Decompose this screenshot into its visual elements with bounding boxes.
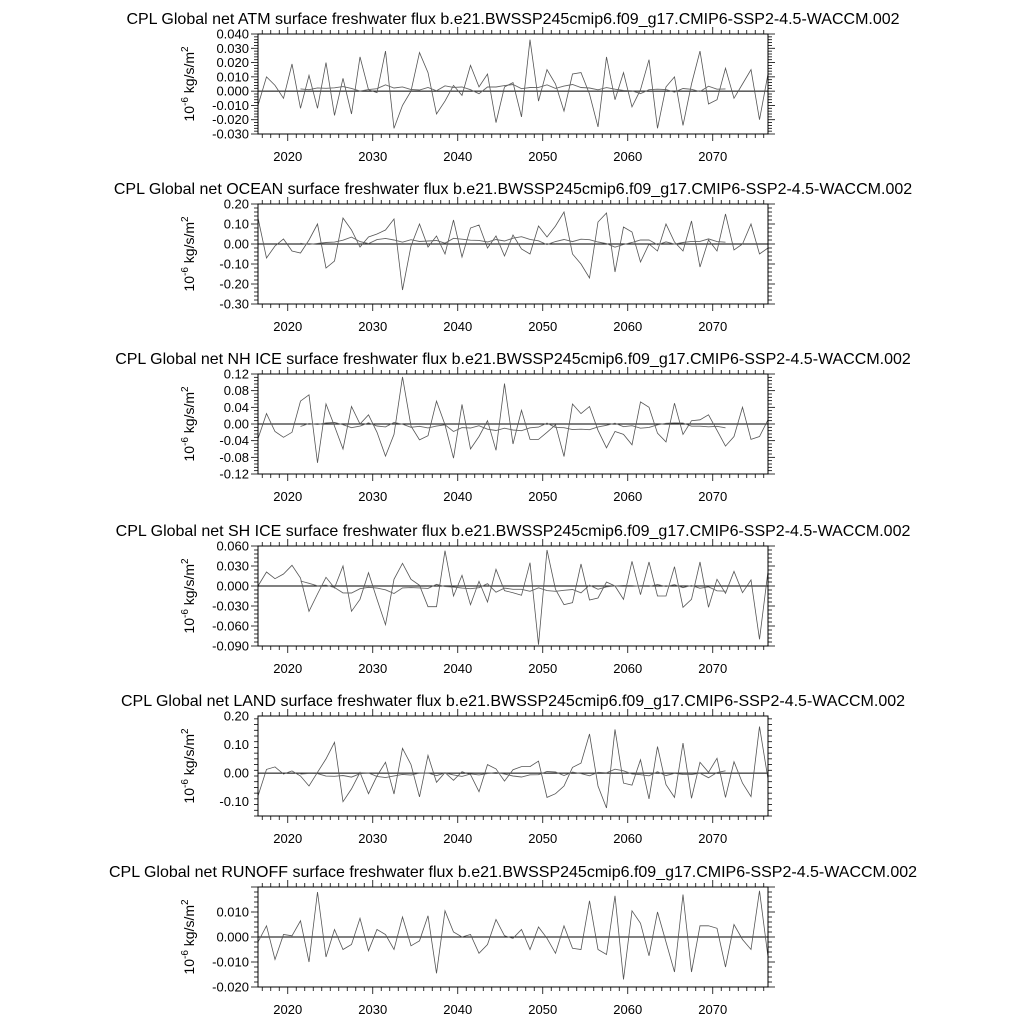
y-label-base: 10 [181, 618, 197, 634]
x-tick-label: 2050 [528, 1002, 558, 1017]
x-tick-label: 2040 [443, 661, 473, 676]
y-tick-label: 0.04 [223, 399, 249, 415]
x-tick-label: 2050 [528, 661, 558, 676]
x-tick-label: 2040 [443, 489, 473, 504]
y-label-unit-exponent: 2 [180, 46, 191, 52]
y-tick-label: 0.10 [223, 737, 249, 753]
y-tick-label: 0.00 [223, 416, 249, 432]
x-tick-label: 2070 [698, 149, 728, 164]
x-tick-label: 2020 [273, 149, 303, 164]
x-tick-label: 2020 [273, 831, 303, 846]
annual-series-line [258, 377, 768, 463]
y-label-base: 10 [181, 106, 197, 122]
annual-series-line [258, 727, 768, 808]
x-tick-label: 2040 [443, 831, 473, 846]
x-tick-label: 2060 [613, 489, 643, 504]
y-tick-label: 0.20 [223, 196, 249, 212]
y-label-base: 10 [181, 276, 197, 292]
y-label-unit: kg/s/m [181, 391, 197, 438]
x-tick-label: 2070 [698, 489, 728, 504]
chart-panel [115, 351, 911, 504]
x-tick-label: 2070 [698, 319, 728, 334]
y-tick-label: 0.00 [223, 765, 249, 781]
y-tick-label: 0.020 [216, 55, 249, 71]
panel-title: CPL Global net RUNOFF surface freshwater flux b.e21.BWSSP245cmip6.f09_g17.CMIP6-SSP2-4.5-WACCM.002 [108, 864, 918, 881]
x-tick-label: 2030 [358, 489, 388, 504]
y-label-unit-exponent: 2 [180, 558, 191, 564]
plot-frame [258, 546, 768, 646]
chart-panel [109, 864, 917, 1017]
x-tick-label: 2030 [358, 831, 388, 846]
x-tick-label: 2050 [528, 149, 558, 164]
annual-series-line [258, 891, 768, 980]
chart-panel [114, 181, 912, 334]
y-label-base: 10 [181, 788, 197, 804]
y-label-exponent: -6 [180, 779, 191, 789]
plot-frame [258, 716, 768, 816]
y-label-exponent: -6 [180, 97, 191, 107]
y-label-unit-exponent: 2 [180, 386, 191, 392]
y-axis-label [180, 216, 197, 292]
y-tick-label: -0.020 [212, 979, 249, 995]
x-tick-label: 2050 [528, 831, 558, 846]
y-label-exponent: -6 [180, 437, 191, 447]
y-tick-label: -0.020 [212, 112, 249, 128]
y-tick-label: 0.08 [223, 383, 249, 399]
x-tick-label: 2020 [273, 1002, 303, 1017]
x-tick-label: 2040 [443, 319, 473, 334]
y-tick-label: 0.20 [223, 708, 249, 724]
annual-series-line [258, 550, 768, 645]
panel-title: CPL Global net OCEAN surface freshwater flux b.e21.BWSSP245cmip6.f09_g17.CMIP6-SSP2-4.5-WACCM.002 [113, 181, 913, 198]
y-label-unit: kg/s/m [181, 221, 197, 268]
y-tick-label: 0.12 [223, 366, 249, 382]
y-tick-label: 0.010 [216, 69, 249, 85]
y-tick-label: 0.060 [216, 538, 249, 554]
y-tick-label: -0.20 [219, 276, 249, 292]
x-tick-label: 2040 [443, 1002, 473, 1017]
y-tick-label: -0.090 [212, 638, 249, 654]
y-tick-label: 0.000 [216, 929, 249, 945]
x-tick-label: 2060 [613, 661, 643, 676]
y-tick-label: -0.030 [212, 598, 249, 614]
y-tick-label: -0.04 [219, 433, 249, 449]
y-tick-label: -0.12 [219, 466, 249, 482]
y-tick-label: -0.010 [212, 954, 249, 970]
y-tick-label: -0.10 [219, 794, 249, 810]
y-label-exponent: -6 [180, 950, 191, 960]
chart-panel [116, 523, 911, 676]
x-tick-label: 2060 [613, 149, 643, 164]
y-label-unit: kg/s/m [181, 51, 197, 98]
y-tick-label: 0.030 [216, 40, 249, 56]
x-tick-label: 2040 [443, 149, 473, 164]
y-label-exponent: -6 [180, 609, 191, 619]
chart-panel [121, 693, 905, 846]
y-axis-label [180, 558, 197, 634]
y-label-unit-exponent: 2 [180, 899, 191, 905]
x-tick-label: 2070 [698, 661, 728, 676]
y-label-unit: kg/s/m [181, 563, 197, 610]
y-tick-label: 0.00 [223, 236, 249, 252]
y-tick-label: 0.030 [216, 558, 249, 574]
y-tick-label: -0.010 [212, 97, 249, 113]
x-tick-label: 2070 [698, 1002, 728, 1017]
x-tick-label: 2020 [273, 489, 303, 504]
y-axis-label [180, 386, 197, 462]
x-tick-label: 2030 [358, 661, 388, 676]
x-tick-label: 2060 [613, 1002, 643, 1017]
y-tick-label: -0.30 [219, 296, 249, 312]
y-axis-label [180, 46, 197, 122]
plot-frame [258, 204, 768, 304]
y-tick-label: 0.000 [216, 83, 249, 99]
y-tick-label: 0.010 [216, 904, 249, 920]
x-tick-label: 2060 [613, 319, 643, 334]
panel-title: CPL Global net LAND surface freshwater flux b.e21.BWSSP245cmip6.f09_g17.CMIP6-SSP2-4.5-WACCM.002 [120, 693, 906, 710]
x-tick-label: 2020 [273, 661, 303, 676]
panel-title: CPL Global net SH ICE surface freshwater flux b.e21.BWSSP245cmip6.f09_g17.CMIP6-SSP2-4.5-WACCM.002 [115, 523, 911, 540]
x-tick-label: 2050 [528, 319, 558, 334]
annual-series-line [258, 40, 768, 129]
y-axis-label [180, 728, 197, 804]
y-tick-label: -0.10 [219, 256, 249, 272]
y-label-unit: kg/s/m [181, 904, 197, 951]
y-tick-label: 0.000 [216, 578, 249, 594]
y-label-exponent: -6 [180, 267, 191, 277]
x-tick-label: 2030 [358, 319, 388, 334]
y-tick-label: -0.060 [212, 618, 249, 634]
running-mean-line [301, 85, 726, 94]
y-label-unit: kg/s/m [181, 733, 197, 780]
y-tick-label: 0.040 [216, 26, 249, 42]
y-label-unit-exponent: 2 [180, 728, 191, 734]
panel-title: CPL Global net NH ICE surface freshwater flux b.e21.BWSSP245cmip6.f09_g17.CMIP6-SSP2-4.5-WACCM.002 [115, 351, 911, 368]
x-tick-label: 2070 [698, 831, 728, 846]
x-tick-label: 2050 [528, 489, 558, 504]
panel-title: CPL Global net ATM surface freshwater flux b.e21.BWSSP245cmip6.f09_g17.CMIP6-SSP2-4.5-WACCM.002 [126, 11, 900, 28]
y-axis-label [180, 899, 197, 975]
x-tick-label: 2030 [358, 149, 388, 164]
y-label-base: 10 [181, 959, 197, 975]
x-tick-label: 2020 [273, 319, 303, 334]
annual-series-line [258, 212, 768, 290]
y-tick-label: -0.08 [219, 449, 249, 465]
x-tick-label: 2060 [613, 831, 643, 846]
y-label-base: 10 [181, 446, 197, 462]
y-tick-label: -0.030 [212, 126, 249, 142]
y-tick-label: 0.10 [223, 216, 249, 232]
chart-panel [126, 11, 899, 164]
x-tick-label: 2030 [358, 1002, 388, 1017]
y-label-unit-exponent: 2 [180, 216, 191, 222]
